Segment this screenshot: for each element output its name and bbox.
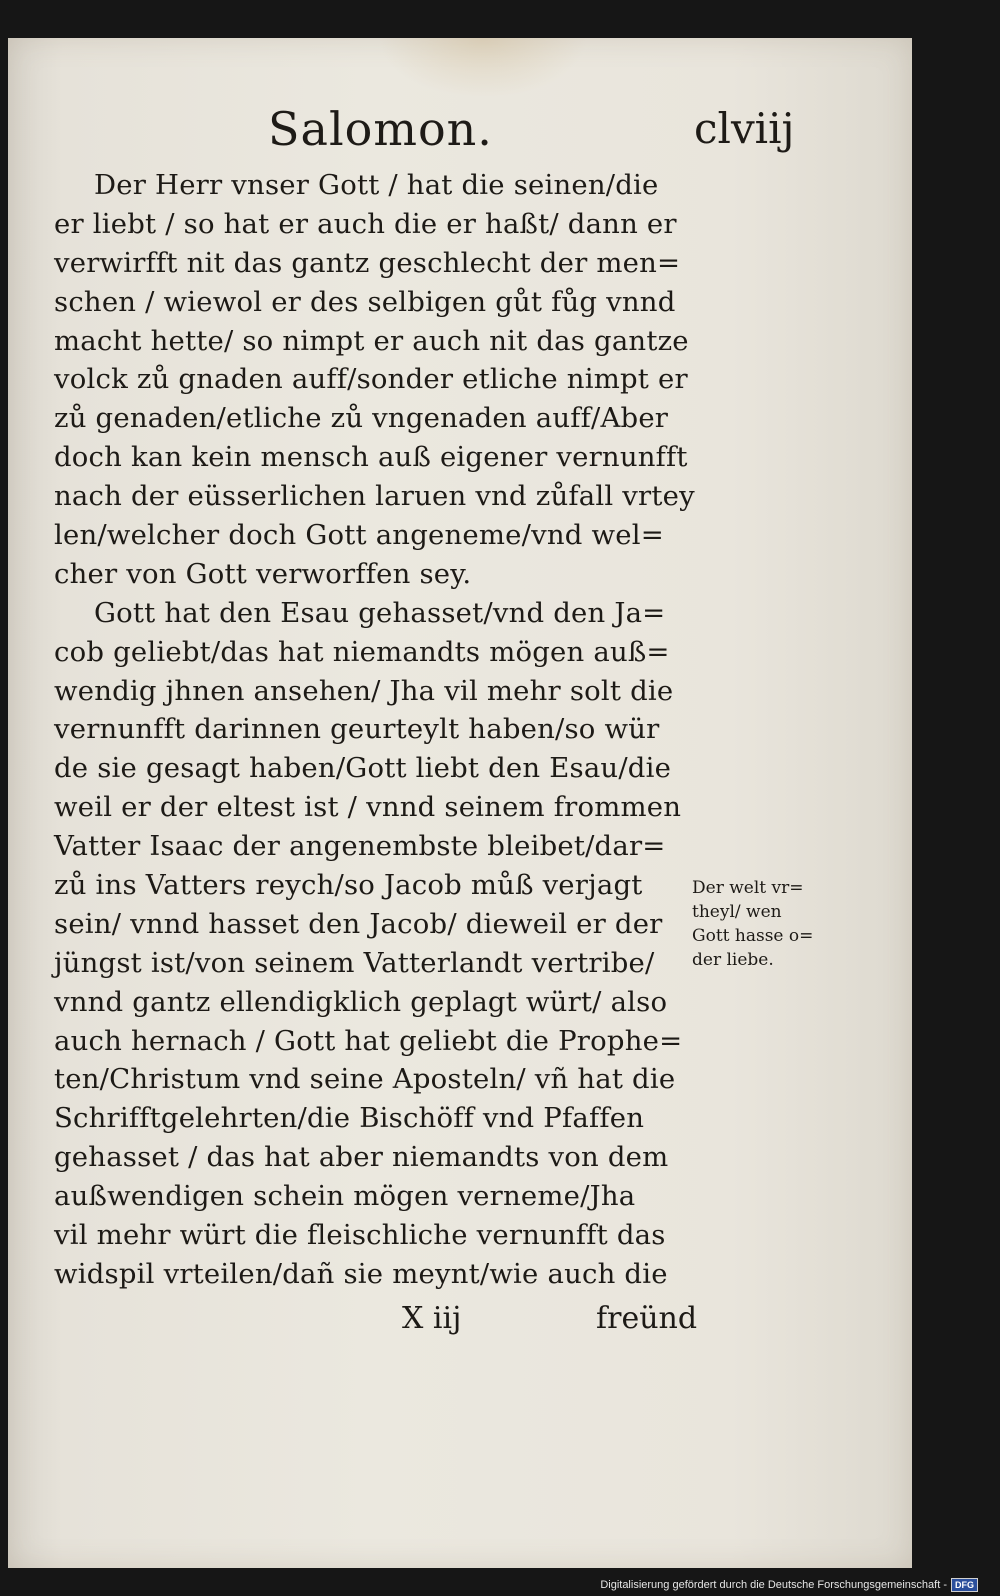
digitization-footer <box>600 1578 978 1592</box>
text-line: jüngst ist/von seinem Vatterlandt vertribe/ <box>54 946 655 979</box>
text-line: nach der eüsserlichen laruen vnd zůfall vrtey <box>54 480 695 513</box>
signature-mark: X iij <box>402 1301 462 1336</box>
text-line: er liebt / so hat er auch die er haßt/ dann er <box>54 207 677 240</box>
text-line: wendig jhnen ansehen/ Jha vil mehr solt die <box>54 674 674 707</box>
text-line: volck zů gnaden auff/sonder etliche nimpt er <box>54 363 688 396</box>
text-line: len/welcher doch Gott angeneme/vnd wel= <box>54 519 664 552</box>
text-line: cob geliebt/das hat niemandts mögen auß= <box>54 635 670 668</box>
text-line: zů genaden/etliche zů vngenaden auff/Aber <box>54 402 669 435</box>
text-line: Vatter Isaac der angenembste bleibet/dar= <box>54 830 666 863</box>
text-line: widspil vrteilen/dañ sie meynt/wie auch die <box>54 1257 668 1290</box>
text-line: Der Herr vnser Gott / hat die seinen/die <box>94 169 659 201</box>
text-line: ten/Christum vnd seine Aposteln/ vñ hat die <box>54 1063 676 1096</box>
book-page <box>8 38 912 1568</box>
text-line: sein/ vnnd hasset den Jacob/ dieweil er der <box>54 907 663 940</box>
text-line: gehasset / das hat aber niemandts von dem <box>54 1141 669 1174</box>
text-line: cher von Gott verworffen sey. <box>54 557 472 590</box>
text-line: de sie gesagt haben/Gott liebt den Esau/die <box>54 752 672 785</box>
marginal-note <box>692 876 882 972</box>
text-line: weil er der eltest ist / vnnd seinem frommen <box>54 791 682 824</box>
text-line: auch hernach / Gott hat geliebt die Prophe= <box>54 1024 683 1057</box>
marginal-line: Der welt vr= <box>692 878 804 898</box>
text-line: vnnd gantz ellendigklich geplagt würt/ also <box>54 985 668 1018</box>
catchword: freünd <box>596 1301 698 1336</box>
folio-number: clviij <box>694 104 795 153</box>
text-line: zů ins Vatters reych/so Jacob můß verjagt <box>54 869 643 902</box>
text-line: schen / wiewol er des selbigen gůt fůg vnnd <box>54 285 676 318</box>
text-line: außwendigen schein mögen verneme/Jha <box>54 1180 636 1213</box>
dfg-logo: DFG <box>951 1578 978 1592</box>
marginal-line: theyl/ wen <box>692 902 782 922</box>
footer-credit: Digitalisierung gefördert durch die Deutsche Forschungsgemeinschaft - <box>600 1579 947 1591</box>
text-line: verwirfft nit das gantz geschlecht der men= <box>54 246 681 279</box>
marginal-line: der liebe. <box>692 950 774 970</box>
main-text-block <box>54 166 694 1294</box>
text-line: macht hette/ so nimpt er auch nit das gantze <box>54 324 689 357</box>
text-line: vil mehr würt die fleischliche vernunfft das <box>54 1219 666 1252</box>
page-stain <box>378 38 588 98</box>
text-line: Schrifftgelehrten/die Bischöff vnd Pfaffen <box>54 1102 645 1135</box>
text-line: doch kan kein mensch auß eigener vernunfft <box>54 441 688 474</box>
marginal-line: Gott hasse o= <box>692 926 814 946</box>
running-title: Salomon. <box>268 102 493 156</box>
text-line: vernunfft darinnen geurteylt haben/so wür <box>54 713 660 746</box>
text-line: Gott hat den Esau gehasset/vnd den Ja= <box>94 596 666 629</box>
